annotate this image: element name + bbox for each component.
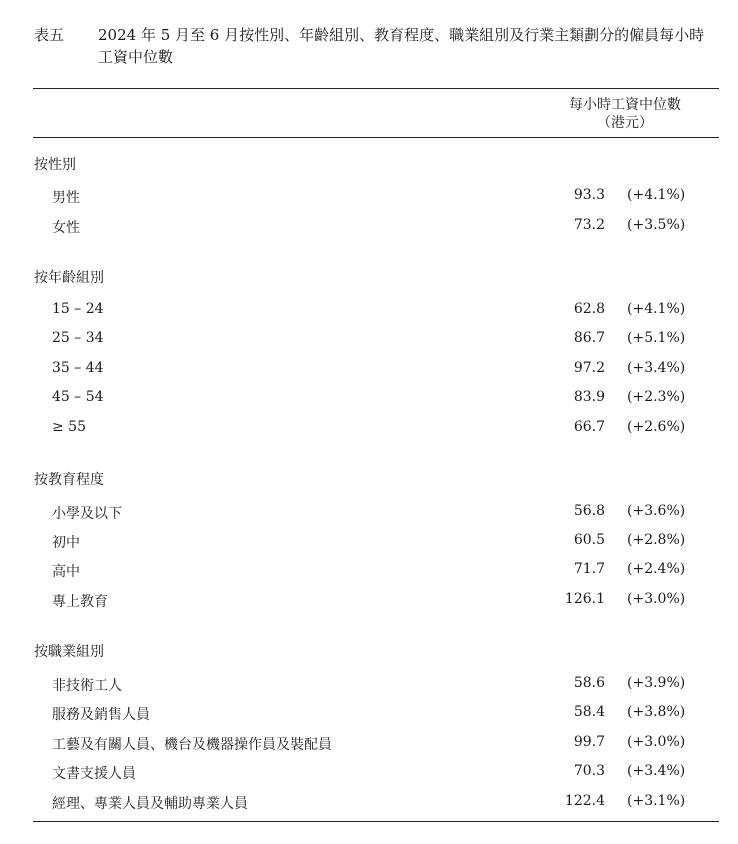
row-label: ≥ 55: [52, 419, 86, 435]
row-value: 126.1: [564, 591, 605, 607]
row-change: (+4.1%): [627, 301, 686, 317]
column-header: [540, 96, 710, 132]
row-label: 非技術工人: [52, 678, 122, 694]
row-value: 83.9: [573, 389, 605, 405]
column-header-unit: （港元）: [597, 115, 653, 131]
row-change: (+4.1%): [627, 187, 686, 203]
section-title-education: 按教育程度: [34, 472, 104, 488]
top-rule: [33, 88, 719, 89]
table-label: 表五: [34, 26, 65, 44]
row-label: 經理、專業人員及輔助專業人員: [52, 796, 248, 812]
row-value: 71.7: [573, 561, 605, 577]
row-value: 62.8: [573, 301, 605, 317]
section-title-age: 按年齡組別: [34, 270, 104, 286]
row-value: 70.3: [573, 763, 605, 779]
row-value: 122.4: [564, 793, 605, 809]
row-value: 58.4: [573, 704, 605, 720]
row-change: (+3.8%): [627, 704, 686, 720]
row-label: 35 – 44: [52, 360, 104, 376]
row-label: 25 – 34: [52, 330, 104, 346]
column-header-title: 每小時工資中位數: [569, 97, 681, 113]
row-value: 58.6: [573, 675, 605, 691]
row-value: 99.7: [573, 734, 605, 750]
table-title: 2024 年 5 月至 6 月按性別、年齡組別、教育程度、職業組別及行業主類劃分的僱員每小時工資中位數: [98, 26, 705, 66]
row-value: 86.7: [573, 330, 605, 346]
row-label: 服務及銷售人員: [52, 707, 150, 723]
row-change: (+2.6%): [627, 419, 686, 435]
row-change: (+2.4%): [627, 561, 686, 577]
header-rule: [33, 137, 719, 138]
row-label: 初中: [52, 535, 80, 551]
row-change: (+3.4%): [627, 763, 686, 779]
row-value: 93.3: [573, 187, 605, 203]
row-label: 高中: [52, 564, 80, 580]
row-change: (+2.3%): [627, 389, 686, 405]
row-change: (+3.6%): [627, 503, 686, 519]
section-title-gender: 按性別: [34, 157, 76, 173]
row-label: 小學及以下: [52, 506, 122, 522]
row-label: 45 – 54: [52, 389, 104, 405]
row-label: 文書支援人員: [52, 766, 136, 782]
row-change: (+5.1%): [627, 330, 686, 346]
row-label: 男性: [52, 190, 80, 206]
row-value: 60.5: [573, 532, 605, 548]
row-value: 66.7: [573, 419, 605, 435]
section-title-occupation: 按職業組別: [34, 644, 104, 660]
bottom-rule: [33, 821, 719, 822]
row-value: 97.2: [573, 360, 605, 376]
row-label: 專上教育: [52, 594, 108, 610]
row-label: 女性: [52, 220, 80, 236]
row-change: (+3.0%): [627, 591, 686, 607]
row-change: (+3.1%): [627, 793, 686, 809]
row-value: 73.2: [573, 217, 605, 233]
row-change: (+2.8%): [627, 532, 686, 548]
row-change: (+3.0%): [627, 734, 686, 750]
row-change: (+3.9%): [627, 675, 686, 691]
row-change: (+3.5%): [627, 217, 686, 233]
row-value: 56.8: [573, 503, 605, 519]
row-change: (+3.4%): [627, 360, 686, 376]
row-label: 工藝及有關人員、機台及機器操作員及裝配員: [52, 737, 332, 753]
row-label: 15 – 24: [52, 301, 104, 317]
